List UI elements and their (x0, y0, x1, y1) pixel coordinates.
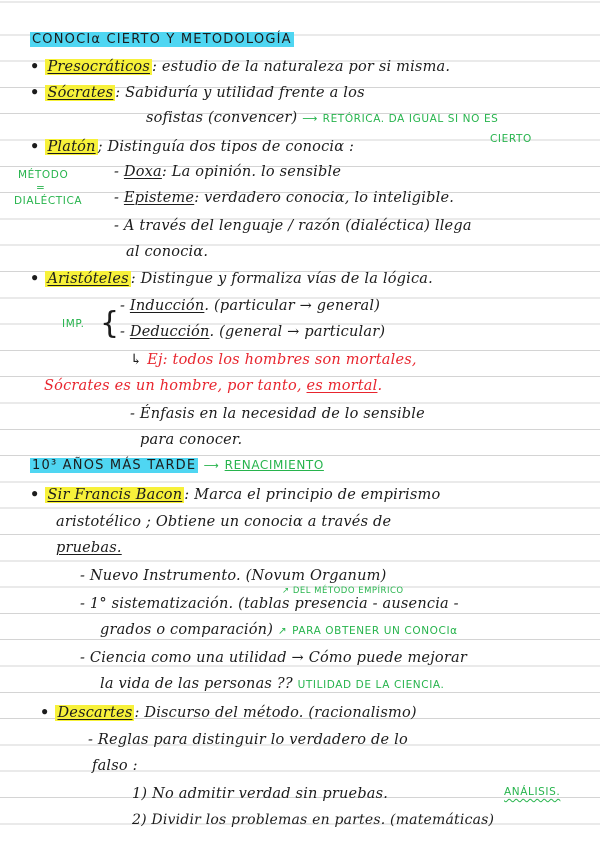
episteme-term: Episteme (123, 190, 195, 206)
arrow-right-icon: ⟶ (302, 113, 318, 125)
section-heading (30, 458, 324, 473)
platon-episteme-line (114, 190, 454, 206)
bacon-line-2: aristotélico ; Obtiene un conociα a través de (56, 514, 392, 530)
descartes-text-1: : Discurso del método. (racionalismo) (134, 705, 417, 721)
presocraticos-text: : estudio de la naturaleza por si misma. (151, 59, 451, 75)
example-text-2a: Sócrates es un hombre, por tanto, (44, 378, 307, 394)
descartes-line-1 (40, 704, 417, 721)
bacon-item-1: - Nuevo Instrumento. (Novum Organum) (80, 568, 387, 584)
bacon-item-2b: grados o comparación) (100, 622, 274, 638)
deduccion-line (120, 324, 385, 340)
socrates-name: Sócrates (47, 85, 114, 101)
descartes-analisis-note: ANÁLISIS. (504, 786, 561, 798)
example-line-2 (44, 378, 382, 394)
bacon-item-2b-line (100, 622, 458, 638)
bacon-item-2: - 1° sistematización. (tablas presencia - ausencia - (80, 596, 459, 612)
platon-doxa-line (114, 164, 341, 180)
aristoteles-name: Aristóteles (47, 271, 129, 287)
example-text-2c: . (377, 378, 383, 394)
descartes-name: Descartes (57, 705, 133, 721)
enfasis-line-1: - Énfasis en la necesidad de lo sensible (130, 406, 425, 422)
induccion-text: . (particular → general) (204, 298, 381, 314)
induccion-line (120, 298, 380, 314)
bacon-note-metodo (282, 586, 404, 596)
bacon-utilidad-note: UTILIDAD DE LA CIENCIA. (297, 679, 445, 691)
bullet: • (30, 270, 40, 287)
bacon-name: Sir Francis Bacon (47, 487, 183, 503)
socrates-line-1 (30, 84, 365, 101)
deduccion-term: Deducción (129, 324, 210, 340)
descartes-rule-1: 1) No admitir verdad sin pruebas. (132, 786, 389, 802)
dash: - (114, 164, 124, 180)
example-line-1 (130, 352, 417, 368)
deduccion-text: . (general → particular) (209, 324, 386, 340)
bullet: • (30, 58, 40, 75)
doxa-term: Doxa (123, 164, 162, 180)
bacon-text-1: : Marca el principio de empirismo (184, 487, 441, 503)
platon-text-1: ; Distinguía dos tipos de conociα : (97, 139, 355, 155)
bacon-note-metodo-text: DEL MÉTODO EMPÍRICO (292, 586, 404, 596)
dash: - (120, 324, 130, 340)
brace-icon: { (100, 306, 120, 341)
descartes-line-2: - Reglas para distinguir lo verdadero de lo (88, 732, 408, 748)
return-arrow-icon: ↳ (130, 352, 143, 368)
descartes-line-3: falso : (92, 758, 138, 774)
socrates-line-2 (146, 110, 498, 126)
bullet: • (30, 84, 40, 101)
example-text-2b: es mortal (306, 378, 378, 394)
bullet: • (30, 138, 40, 155)
bullet: • (30, 486, 40, 503)
platon-line-4: - A través del lenguaje / razón (dialéctica) llega (114, 218, 472, 234)
platon-line-1 (30, 138, 354, 155)
bacon-item-3b: la vida de las personas ?? (100, 676, 293, 692)
dash: - (120, 298, 130, 314)
bacon-item-3b-line (100, 676, 444, 692)
bullet: • (40, 704, 50, 721)
socrates-text-2: sofistas (convencer) (146, 110, 298, 126)
presocraticos-name: Presocráticos (47, 59, 150, 75)
presocraticos-line (30, 58, 450, 75)
enfasis-line-2: para conocer. (140, 432, 243, 448)
bacon-item-3: - Ciencia como una utilidad → Cómo puede mejorar (80, 650, 467, 666)
arrow-up-icon: ↗ (282, 586, 290, 596)
aristoteles-line-1 (30, 270, 433, 287)
bacon-obtener-note: PARA OBTENER UN CONOCIα (292, 625, 458, 637)
aristoteles-side-imp: IMP. (62, 318, 85, 330)
arrow-right-icon: ⟶ (203, 460, 220, 472)
episteme-text: : verdadero conociα, lo inteligible. (194, 190, 455, 206)
page-title (30, 32, 294, 47)
dash: - (114, 190, 124, 206)
platon-side-dialectica: DIALÉCTICA (14, 195, 83, 207)
socrates-text-1: : Sabiduría y utilidad frente a los (115, 85, 365, 101)
platon-line-5: al conociα. (126, 244, 209, 260)
induccion-term: Inducción (129, 298, 205, 314)
socrates-cierto-note: CIERTO (490, 133, 532, 145)
socrates-retorica-note: RETÓRICA. DA IGUAL SI NO ES (322, 113, 499, 125)
section-heading-text: 10³ AÑOS MÁS TARDE (32, 458, 197, 473)
platon-side-metodo: MÉTODO (18, 169, 69, 181)
bacon-line-3: pruebas. (56, 540, 122, 556)
renacimiento-label: RENACIMIENTO (224, 458, 324, 472)
platon-side-equals: = (36, 182, 46, 194)
doxa-text: : La opinión. lo sensible (161, 164, 342, 180)
platon-name: Platón (47, 139, 96, 155)
arrow-right-icon: ↗ (277, 625, 288, 637)
bacon-line-1 (30, 486, 440, 503)
aristoteles-text-1: : Distingue y formaliza vías de la lógica. (130, 271, 433, 287)
page-title-text: CONOCIα CIERTO Y METODOLOGÍA (32, 32, 292, 47)
example-text-1: Ej: todos los hombres son mortales, (147, 352, 417, 368)
descartes-rule-2: 2) Dividir los problemas en partes. (matemáticas) (132, 812, 495, 828)
